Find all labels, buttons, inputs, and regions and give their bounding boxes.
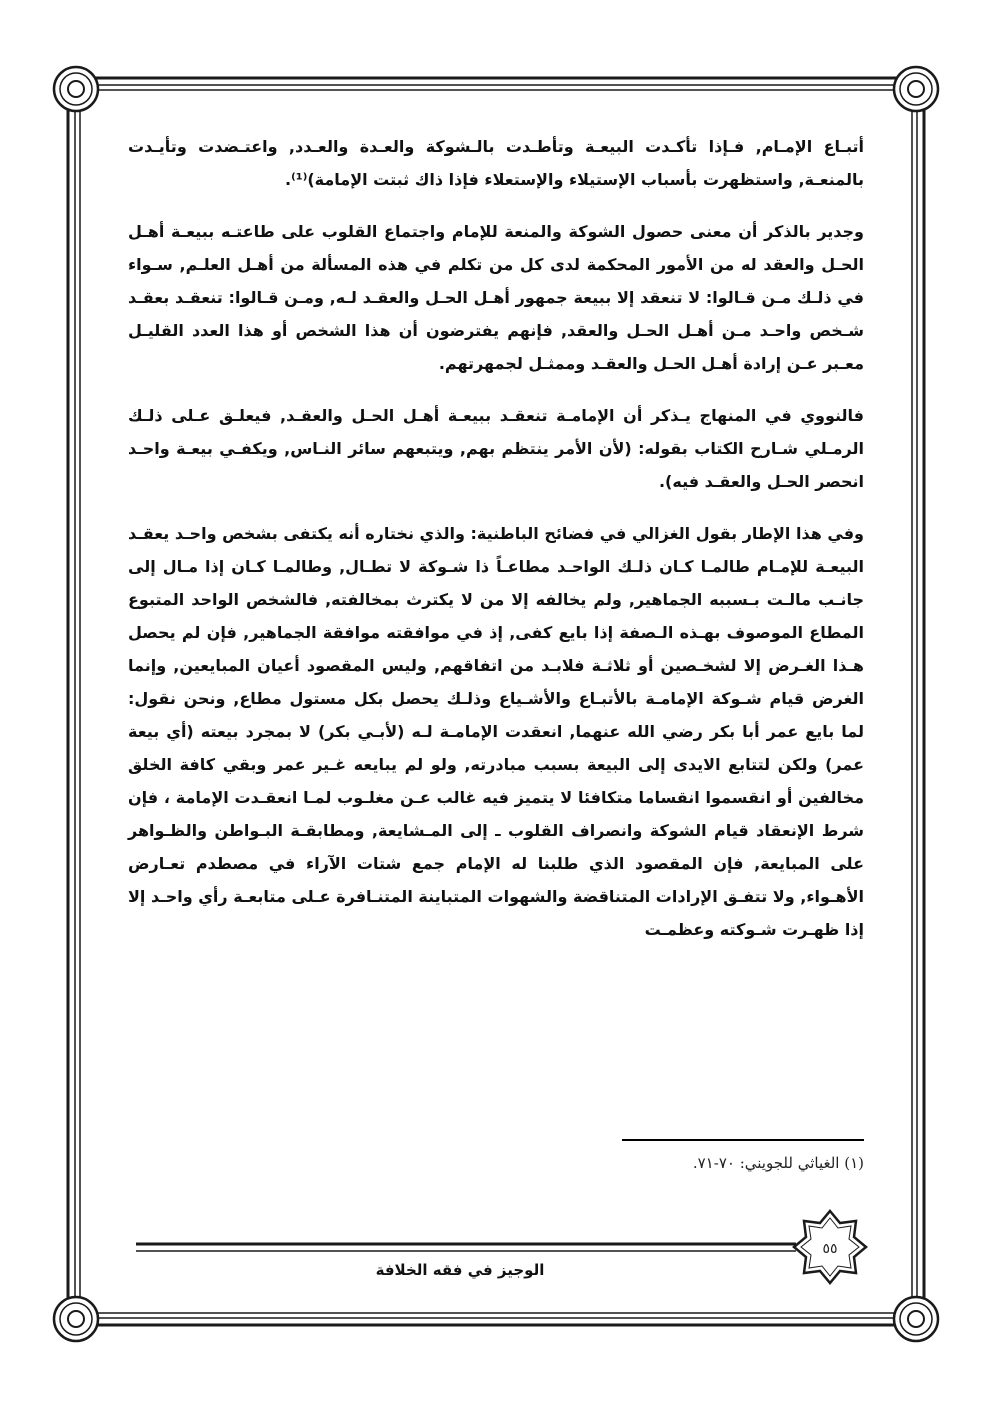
corner-ornament-top-right <box>890 63 942 115</box>
corner-ornament-top-left <box>50 63 102 115</box>
footnote: (١) الغياثي للجويني: ٧٠-٧١. <box>692 1154 864 1172</box>
paragraph: أتبـاع الإمـام, فـإذا تأكـدت البيعـة وتأطـدت بالـشوكة والعـدة والعـدد, واعتـضدت وتأيـدت بالمنعـة, واستظهرت بأسباب الإستيلاء والإستعلاء فإذا ذاك ثبتت الإمامة)⁽¹⁾. <box>128 137 864 189</box>
footer-rules <box>136 1240 816 1260</box>
corner-ornament-bottom-right <box>890 1293 942 1345</box>
book-title: الوجيز في فقه الخلافة <box>375 1261 545 1279</box>
footnote-separator <box>622 1139 864 1141</box>
corner-ornament-bottom-left <box>50 1293 102 1345</box>
page-number: ٥٥ <box>822 1241 838 1257</box>
paragraph: فالنووي في المنهاج يـذكر أن الإمامـة تنعقـد ببيعـة أهـل الحـل والعقـد, فيعلـق عـلى ذلـك الرمـلي شـارح الكتاب بقوله: (لأن الأمر ينتظم بهم, ويتبعهم سائر النـاس, ويكفـي بيعـة واحـد انحصر الحـل والعقـد فيه). <box>128 406 864 491</box>
body-text <box>128 130 864 965</box>
paragraph: وفي هذا الإطار بقول الغزالي في فضائح الباطنية: والذي نختاره أنه يكتفى بشخص واحـد يعقـد البيعـة للإمـام طالمـا كـان ذلـك الواحـد مطاعـاً ذا شـوكة لا تطـال, وطالمـا كـان إذا مـال إلى جانـب مالـت بـسببه الجماهير, ولم يخالفه إلا من لا يكترث بمخالفته, فالشخص الواحد المتبوع المطاع الموصوف بهـذه الـصفة إذا بايع كفى, إذ في موافقته موافقة الجماهير, فإن لم يحصل هـذا الغـرض إلا لشخـصين أو ثلاثـة فلابـد من اتفاقهم, وليس المقصود أعيان المبايعين, وإنما الغرض قيام شـوكة الإمامـة بالأتبـاع والأشـياع وذلـك يحصل بكل مستول مطاع, ونحن نقول: لما بايع عمر أبا بكر رضي الله عنهما, انعقدت الإمامـة لـه (لأبـي بكر) لا بمجرد بيعته (أي بيعة عمر) ولكن لتتابع الايدى إلى البيعة بسبب مبادرته, ولو لم يبايعه غـير عمر وبقي كافة الخلق مخالفين أو انقسموا انقساما متكافئا لا يتميز فيه غالب عـن مغلـوب لمـا انعقـدت الإمامة ، فإن شرط الإنعقاد قيام الشوكة وانصراف القلوب ـ إلى المـشايعة, ومطابقـة البـواطن والظـواهر على المبايعة, فإن المقصود الذي طلبنا له الإمام جمع شتات الآراء في مصطدم تعـارض الأهـواء, ولا تتفـق الإرادات المتناقضة والشهوات المتباينة المتنـافرة عـلى متابعـة رأي واحـد إلا إذا ظهـرت شـوكته وعظمـت <box>128 524 864 939</box>
paragraph: وجدير بالذكر أن معنى حصول الشوكة والمنعة للإمام واجتماع القلوب على طاعتـه ببيعـة أهـل الحـل والعقد له من الأمور المحكمة لدى كل من تكلم في هذه المسألة من أهـل العلـم, سـواء في ذلـك مـن قـالوا: لا تنعقد إلا ببيعة جمهور أهـل الحـل والعقـد لـه, ومـن قـالوا: تنعقـد بعقـد شـخص واحـد مـن أهـل الحـل والعقد, فإنهم يفترضون أن هذا الشخص أو هذا العدد القليـل معـبر عـن إرادة أهـل الحـل والعقـد وممثـل لجمهرتهم. <box>128 222 864 373</box>
